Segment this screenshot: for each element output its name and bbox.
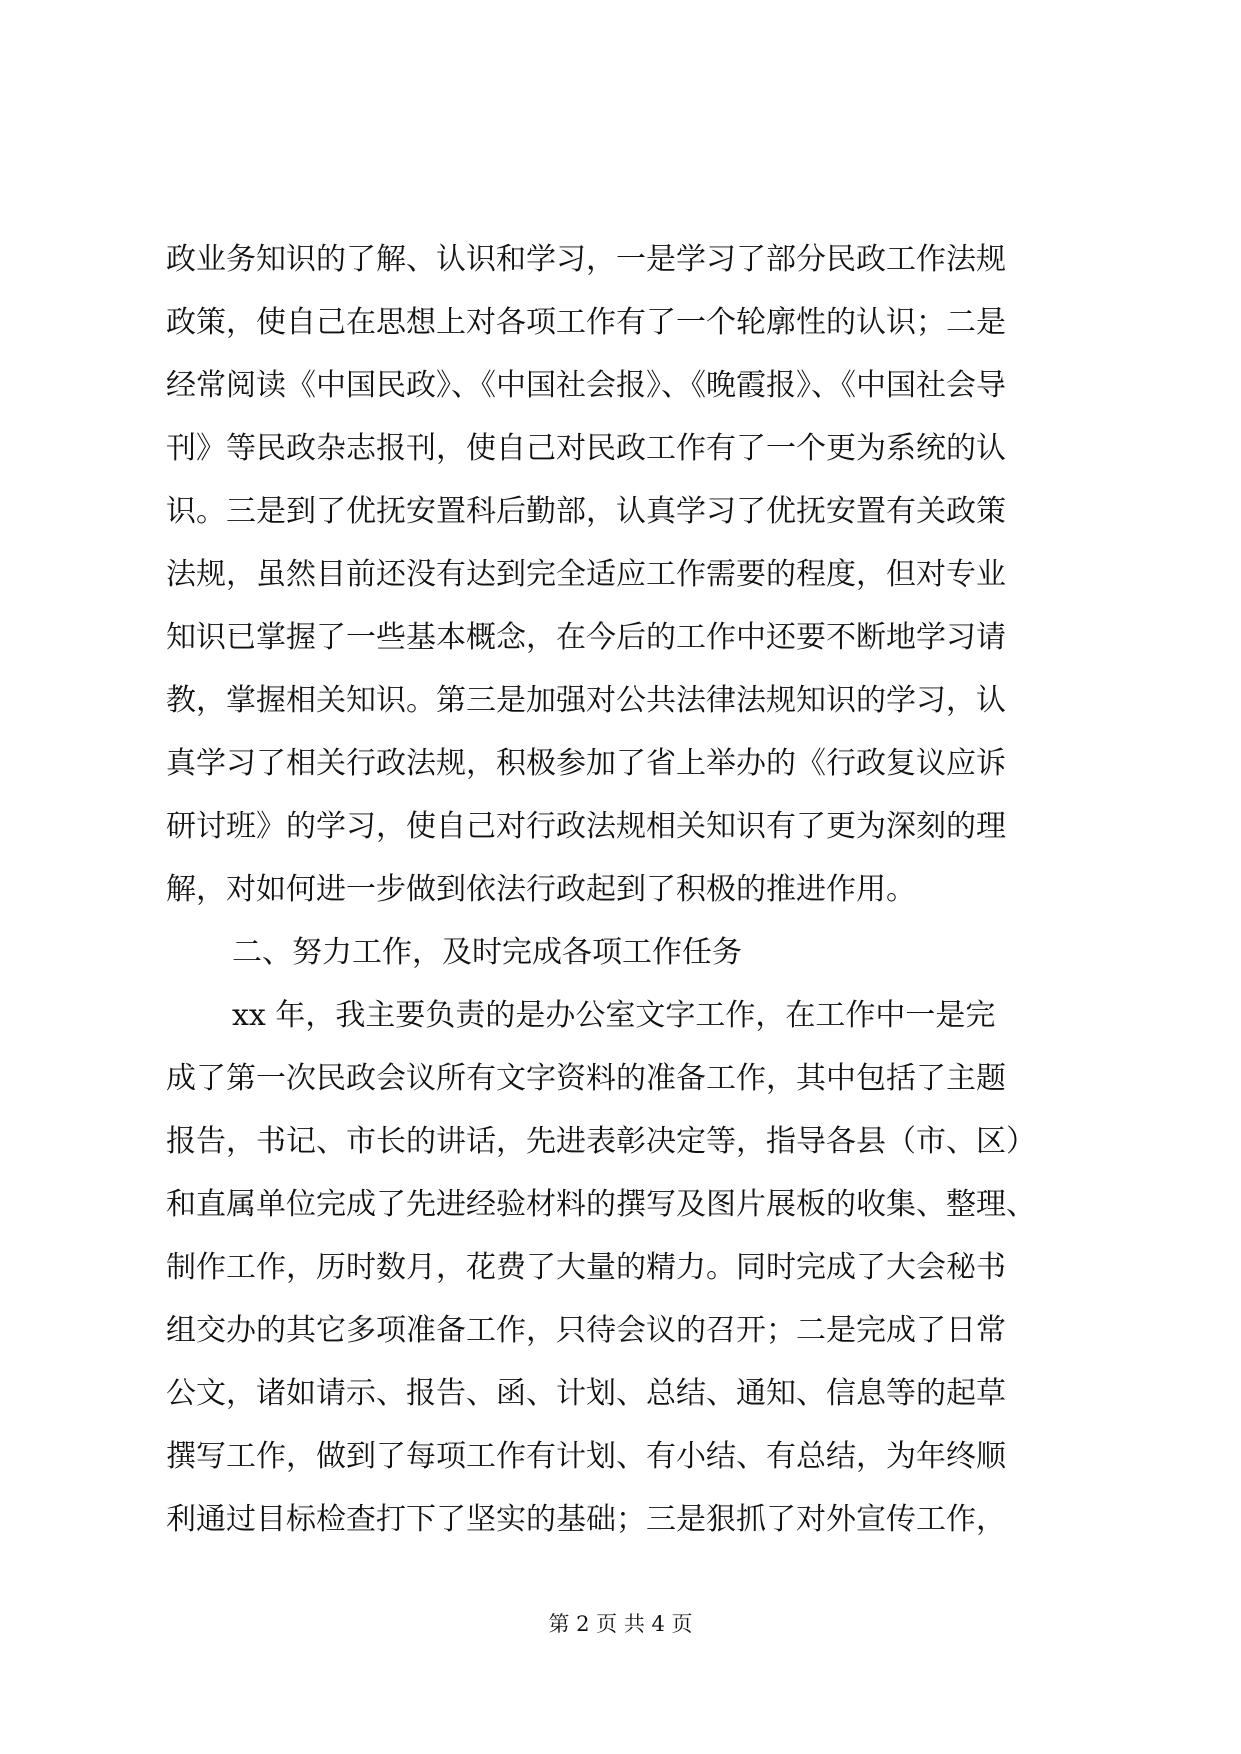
body-line: 撰写工作，做到了每项工作有计划、有小结、有总结，为年终顺 bbox=[166, 1439, 1006, 1474]
body-line: 制作工作，历时数月，花费了大量的精力。同时完成了大会秘书 bbox=[166, 1250, 1006, 1285]
body-line: 经常阅读《中国民政》、《中国社会报》、《晚霞报》、《中国社会导 bbox=[166, 368, 1006, 403]
paragraph-start-line: xx 年，我主要负责的是办公室文字工作，在工作中一是完 bbox=[232, 998, 996, 1033]
body-line: 公文，诸如请示、报告、函、计划、总结、通知、信息等的起草 bbox=[166, 1376, 1006, 1411]
document-body bbox=[166, 228, 1086, 1551]
body-line: 解，对如何进一步做到依法行政起到了积极的推进作用。 bbox=[166, 872, 916, 907]
body-line: 识。三是到了优抚安置科后勤部，认真学习了优抚安置有关政策 bbox=[166, 494, 1006, 529]
section-heading: 二、努力工作，及时完成各项工作任务 bbox=[232, 935, 742, 970]
body-line: 研讨班》的学习，使自己对行政法规相关知识有了更为深刻的理 bbox=[166, 809, 1006, 844]
body-line: 和直属单位完成了先进经验材料的撰写及图片展板的收集、整理、 bbox=[166, 1187, 1036, 1222]
body-line: 报告，书记、市长的讲话，先进表彰决定等，指导各县（市、区） bbox=[166, 1124, 1036, 1159]
body-line: 利通过目标检查打下了坚实的基础；三是狠抓了对外宣传工作， bbox=[166, 1502, 1006, 1537]
body-line: 政业务知识的了解、认识和学习，一是学习了部分民政工作法规 bbox=[166, 242, 1006, 277]
body-line: 刊》等民政杂志报刊，使自己对民政工作有了一个更为系统的认 bbox=[166, 431, 1006, 466]
body-line: 组交办的其它多项准备工作，只待会议的召开；二是完成了日常 bbox=[166, 1313, 1006, 1348]
body-line: 法规，虽然目前还没有达到完全适应工作需要的程度，但对专业 bbox=[166, 557, 1006, 592]
body-line: 政策，使自己在思想上对各项工作有了一个轮廓性的认识；二是 bbox=[166, 305, 1006, 340]
body-line: 教，掌握相关知识。第三是加强对公共法律法规知识的学习，认 bbox=[166, 683, 1006, 718]
body-line: 知识已掌握了一些基本概念，在今后的工作中还要不断地学习请 bbox=[166, 620, 1006, 655]
body-line: 真学习了相关行政法规，积极参加了省上举办的《行政复议应诉 bbox=[166, 746, 1006, 781]
body-line: 成了第一次民政会议所有文字资料的准备工作，其中包括了主题 bbox=[166, 1061, 1006, 1096]
page-number-footer: 第 2 页 共 4 页 bbox=[548, 1612, 693, 1636]
